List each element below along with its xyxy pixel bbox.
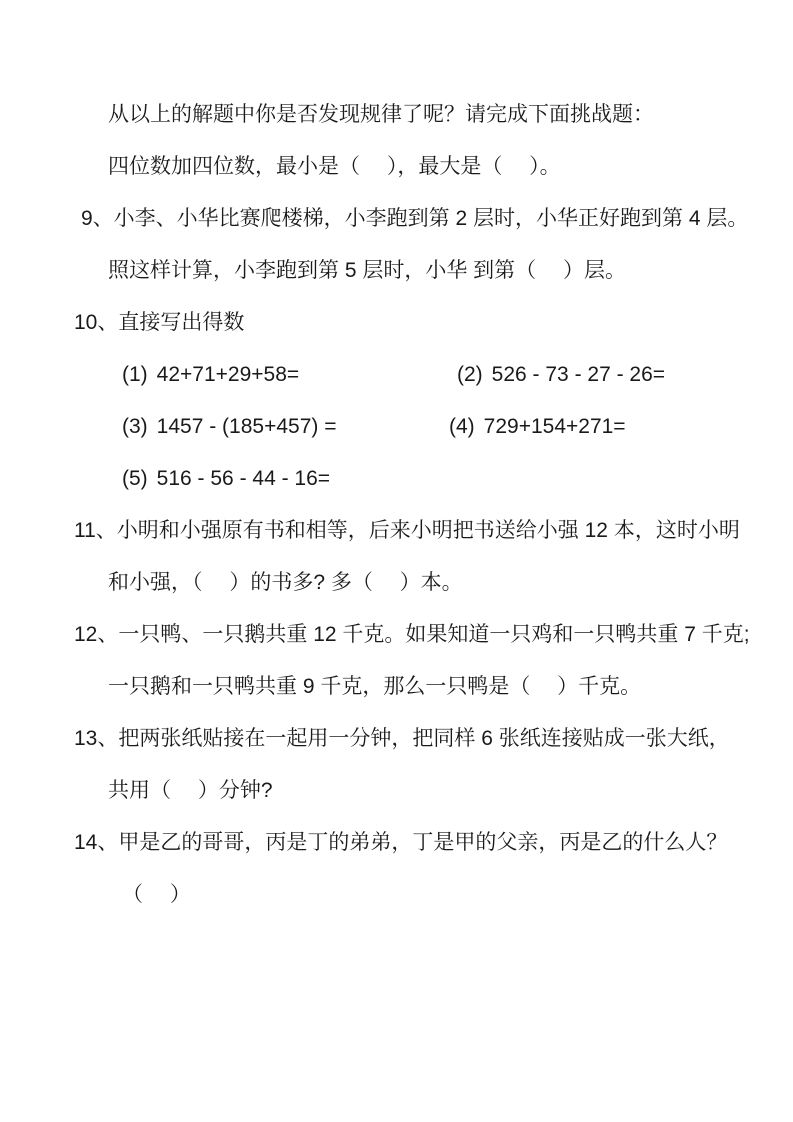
question-12-line-1: 12、一只鸭、一只鹅共重 12 千克。如果知道一只鸡和一只鸭共重 7 千克; bbox=[74, 623, 750, 646]
question-9-line-1: 9、小李、小华比赛爬楼梯，小李跑到第 2 层时，小华正好跑到第 4 层。 bbox=[81, 207, 749, 230]
q10-item-5 bbox=[122, 453, 330, 505]
q10-item-2-label: (2) bbox=[457, 363, 483, 386]
question-9-line-2: 照这样计算，小李跑到第 5 层时，小华 到第（ ）层。 bbox=[108, 259, 627, 282]
question-11-line-1: 11、小明和小强原有书和相等，后来小明把书送给小强 12 本，这时小明 bbox=[74, 519, 740, 542]
q10-item-5-label: (5) bbox=[122, 467, 148, 490]
question-14-line-1: 14、甲是乙的哥哥，丙是丁的弟弟，丁是甲的父亲，丙是乙的什么人？ bbox=[74, 831, 728, 854]
question-12-line-2: 一只鹅和一只鸭共重 9 千克，那么一只鸭是（ ）千克。 bbox=[108, 675, 642, 698]
question-13-line-2: 共用（ ）分钟? bbox=[108, 779, 273, 802]
question-11-line-2: 和小强，（ ）的书多? 多（ ）本。 bbox=[108, 571, 463, 594]
q10-item-3-expression: 1457 - (185+457) = bbox=[156, 415, 337, 438]
q10-item-2 bbox=[457, 349, 665, 401]
question-13-line-1: 13、把两张纸贴接在一起用一分钟，把同样 6 张纸连接贴成一张大纸， bbox=[74, 727, 730, 750]
q10-item-1-label: (1) bbox=[122, 363, 148, 386]
intro-line-2: 四位数加四位数，最小是（ ），最大是（ ）。 bbox=[108, 155, 561, 178]
question-10-row-3 bbox=[0, 453, 793, 505]
q10-item-4 bbox=[449, 401, 626, 453]
q10-item-3 bbox=[122, 401, 336, 453]
q10-item-1 bbox=[122, 349, 299, 401]
q10-item-4-expression: 729+154+271= bbox=[483, 415, 626, 438]
question-10-row-2 bbox=[0, 401, 793, 453]
q10-item-2-expression: 526 - 73 - 27 - 26= bbox=[491, 363, 666, 386]
q10-item-1-expression: 42+71+29+58= bbox=[156, 363, 300, 386]
q10-item-5-expression: 516 - 56 - 44 - 16= bbox=[156, 467, 331, 490]
question-14-answer-blank: （ ） bbox=[122, 883, 191, 906]
q10-item-4-label: (4) bbox=[449, 415, 475, 438]
q10-item-3-label: (3) bbox=[122, 415, 148, 438]
intro-line-1: 从以上的解题中你是否发现规律了呢？请完成下面挑战题： bbox=[108, 103, 654, 126]
question-10-title: 10、直接写出得数 bbox=[74, 311, 245, 334]
question-10-row-1 bbox=[0, 349, 793, 401]
